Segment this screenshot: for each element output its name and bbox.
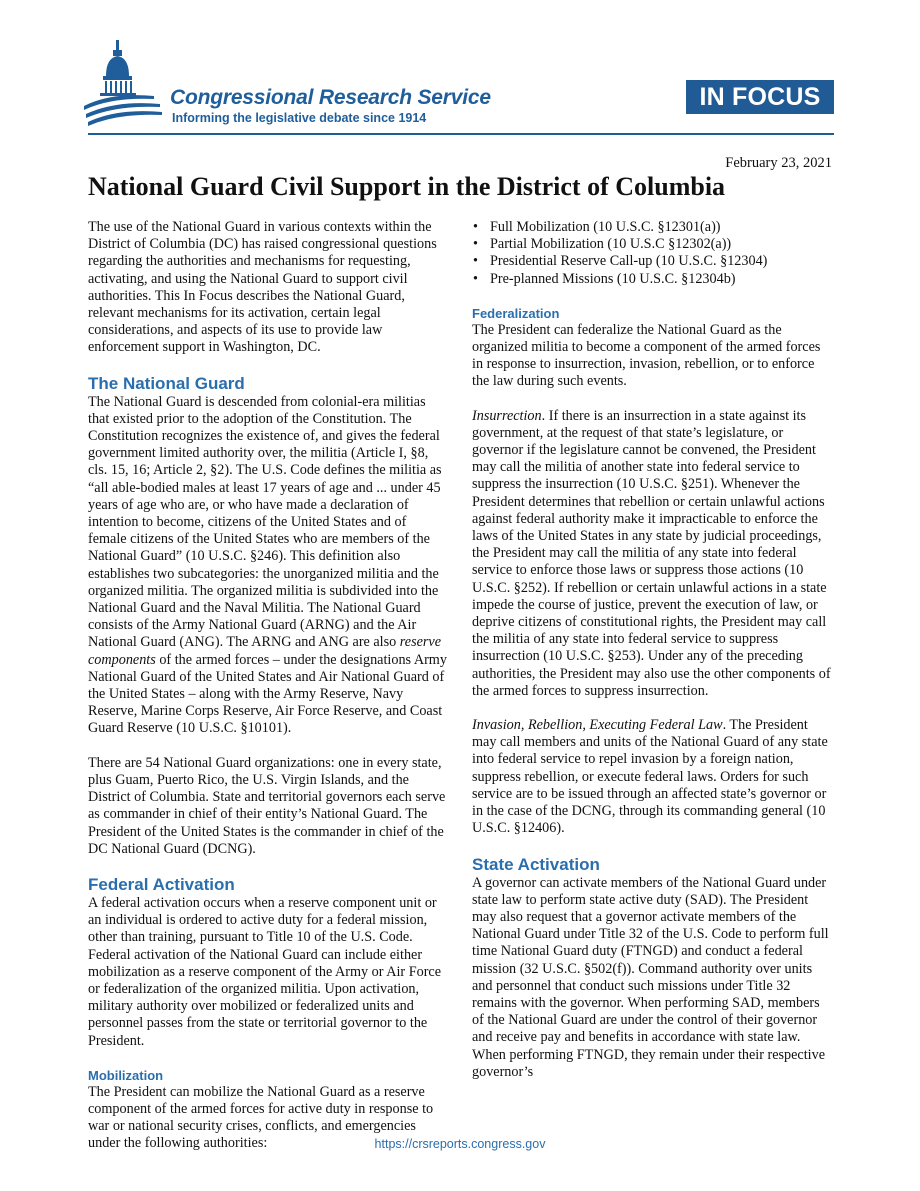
list-item	[473, 236, 834, 253]
subheading-federalization: Federalization	[472, 305, 560, 321]
section-heading-state-activation: State Activation	[472, 854, 600, 874]
federalization-paragraph-1: The President can federalize the National Guard as the organized militia to become a component of the armed forces in response to insurrection, invasion, rebellion, or to enforce the law during such events.	[472, 321, 821, 390]
state-activation-paragraph: A governor can activate members of the National Guard under state law to perform state active duty (SAD). The President may also request that a governor activate members of the National Guard under Title 32 of the U.S. Code to perform full time National Guard duty (FTNGD) and conduct a federal mission (32 U.S.C. §502(f)). Command authority over units and personnel that conduct such missions under Title 32 remains with the governor. When performing SAD, members of the National Guard are under the control of their governor and receive pay and benefits in accordance with state law. When performing FTNGD, they remain under their respective governor’s	[472, 874, 829, 1080]
mobilization-paragraph: The President can mobilize the National Guard as a reserve component of the armed forces for active duty in response to war or national security crises, conflicts, and emergencies under the following authorities:	[88, 1083, 434, 1152]
bullet-icon: •	[473, 270, 478, 287]
page-header	[0, 0, 920, 140]
list-item	[473, 219, 834, 236]
text-run: The National Guard is descended from colonial-era militias that existed prior to the adoption of the Constitution. The Constitution recognizes the existence of, and gives the federal government limited authority over, the militia (Article I, §8, cls. 15, 16; Article 2, §2). The U.S. Code defines the militia as “all able-bodied males at least 17 years of age and ... under 45 years of age who are, or who have made a declaration of intention to become, citizens of the United States and of female citizens of the United States who are members of the National Guard” (10 U.S.C. §246). This definition also establishes two subcategories: the unorganized militia and the organized militia. The organized militia is subdivided into the National Guard and the Naval Militia. The National Guard consists of the Army National Guard (ARNG) and the Air National Guard (ANG). The ARNG and ANG are also	[88, 393, 442, 651]
section-heading-national-guard: The National Guard	[88, 373, 245, 393]
national-guard-paragraph-1	[88, 394, 448, 738]
federal-activation-paragraph: A federal activation occurs when a reserve component unit or an individual is ordered to active duty for a federal mission, other than training, pursuant to Title 10 of the U.S. Code. Federal activation of the National Guard can include either mobilization as a reserve component of the Army or Air Force or federalization of the organized militia. Upon activation, military authority over mobilized or federalized units and personnel passes from the state or territorial governor to the President.	[88, 894, 442, 1049]
list-item	[473, 253, 834, 270]
text-run: . If there is an insurrection in a state against its government, at the request of that state’s legislature, or governor if the legislature cannot be convened, the President may call the militia of another state into federal service to suppress the insurrection (10 U.S.C. §251). Whenever the President determines that rebellion or certain unlawful actions against federal authority make it impracticable to enforce the laws of the United States in any state by judicial proceedings, the President may call the militia of any state into federal service to enforce those laws or suppress those actions (10 U.S.C. §252). If rebellion or certain unlawful actions in a state impede the course of justice, prevent the execution of law, or deprive citizens of constitutional rights, the President may call the militia of any state into federal service to suppress insurrection (10 U.S.C. §253). Under any of the preceding authorities, the President may also use the other components of the armed forces to suppress insurrection.	[472, 407, 831, 699]
list-item-text: Partial Mobilization (10 U.S.C §12302(a))	[490, 236, 732, 253]
emphasis-text: Invasion, Rebellion, Executing Federal Law	[472, 717, 723, 734]
right-column	[472, 219, 834, 1098]
list-item	[473, 270, 834, 288]
text-run: of the armed forces – under the designations Army National Guard of the United States and Air National Guard of the United States – along with the Army Reserve, Navy Reserve, Marine Corps Reserve, Air Force Reserve, and Coast Guard Reserve (10 U.S.C. §10101).	[88, 651, 447, 737]
list-item-text: Presidential Reserve Call-up (10 U.S.C. §12304)	[490, 253, 768, 270]
text-run: . The President may call members and units of the National Guard of any state into federal service to repel invasion by a foreign nation, suppress rebellion, or execute federal laws. Orders for such service are to be issued through an affected state’s governor or in the case of the DCNG, through its commanding general (10 U.S.C. §12406).	[472, 717, 828, 837]
list-item-text: Pre-planned Missions (10 U.S.C. §12304b)	[490, 270, 736, 287]
left-column	[88, 219, 448, 1170]
subheading-mobilization: Mobilization	[88, 1067, 164, 1083]
bullet-icon: •	[473, 236, 478, 253]
capitol-dome-icon	[82, 40, 164, 130]
federalization-paragraph-3	[472, 717, 834, 837]
federalization-paragraph-2	[472, 408, 834, 700]
in-focus-badge: IN FOCUS	[686, 80, 834, 114]
list-item-text: Full Mobilization (10 U.S.C. §12301(a))	[490, 219, 721, 235]
page-title: National Guard Civil Support in the District of Columbia	[88, 172, 726, 201]
emphasis-text: reserve components	[88, 634, 442, 668]
org-tagline: Informing the legislative debate since 1914	[172, 111, 427, 125]
section-heading-federal-activation: Federal Activation	[88, 874, 235, 894]
header-divider	[88, 133, 834, 135]
org-name: Congressional Research Service	[170, 86, 491, 109]
bullet-icon: •	[473, 253, 478, 270]
emphasis-text: Insurrection	[472, 407, 542, 424]
bullet-icon: •	[473, 219, 478, 235]
national-guard-paragraph-2: There are 54 National Guard organizations: one in every state, plus Guam, Puerto Rico, the U.S. Virgin Islands, and the District of Columbia. State and territorial governors each serve as commander in chief of their entity’s National Guard. The President of the United States is the commander in chief of the DC National Guard (DCNG).	[88, 754, 446, 857]
publication-date: February 23, 2021	[725, 155, 832, 171]
footer-link[interactable]: https://crsreports.congress.gov	[374, 1137, 546, 1151]
intro-paragraph: The use of the National Guard in various contexts within the District of Columbia (DC) has raised congressional questions regarding the authorities and mechanisms for requesting, activating, and using the National Guard to support civil authorities. This In Focus describes the National Guard, relevant mechanisms for its activation, certain legal considerations, and aspects of its use to provide law enforcement support in Washington, DC.	[88, 219, 437, 356]
mobilization-authorities-list	[472, 219, 834, 288]
